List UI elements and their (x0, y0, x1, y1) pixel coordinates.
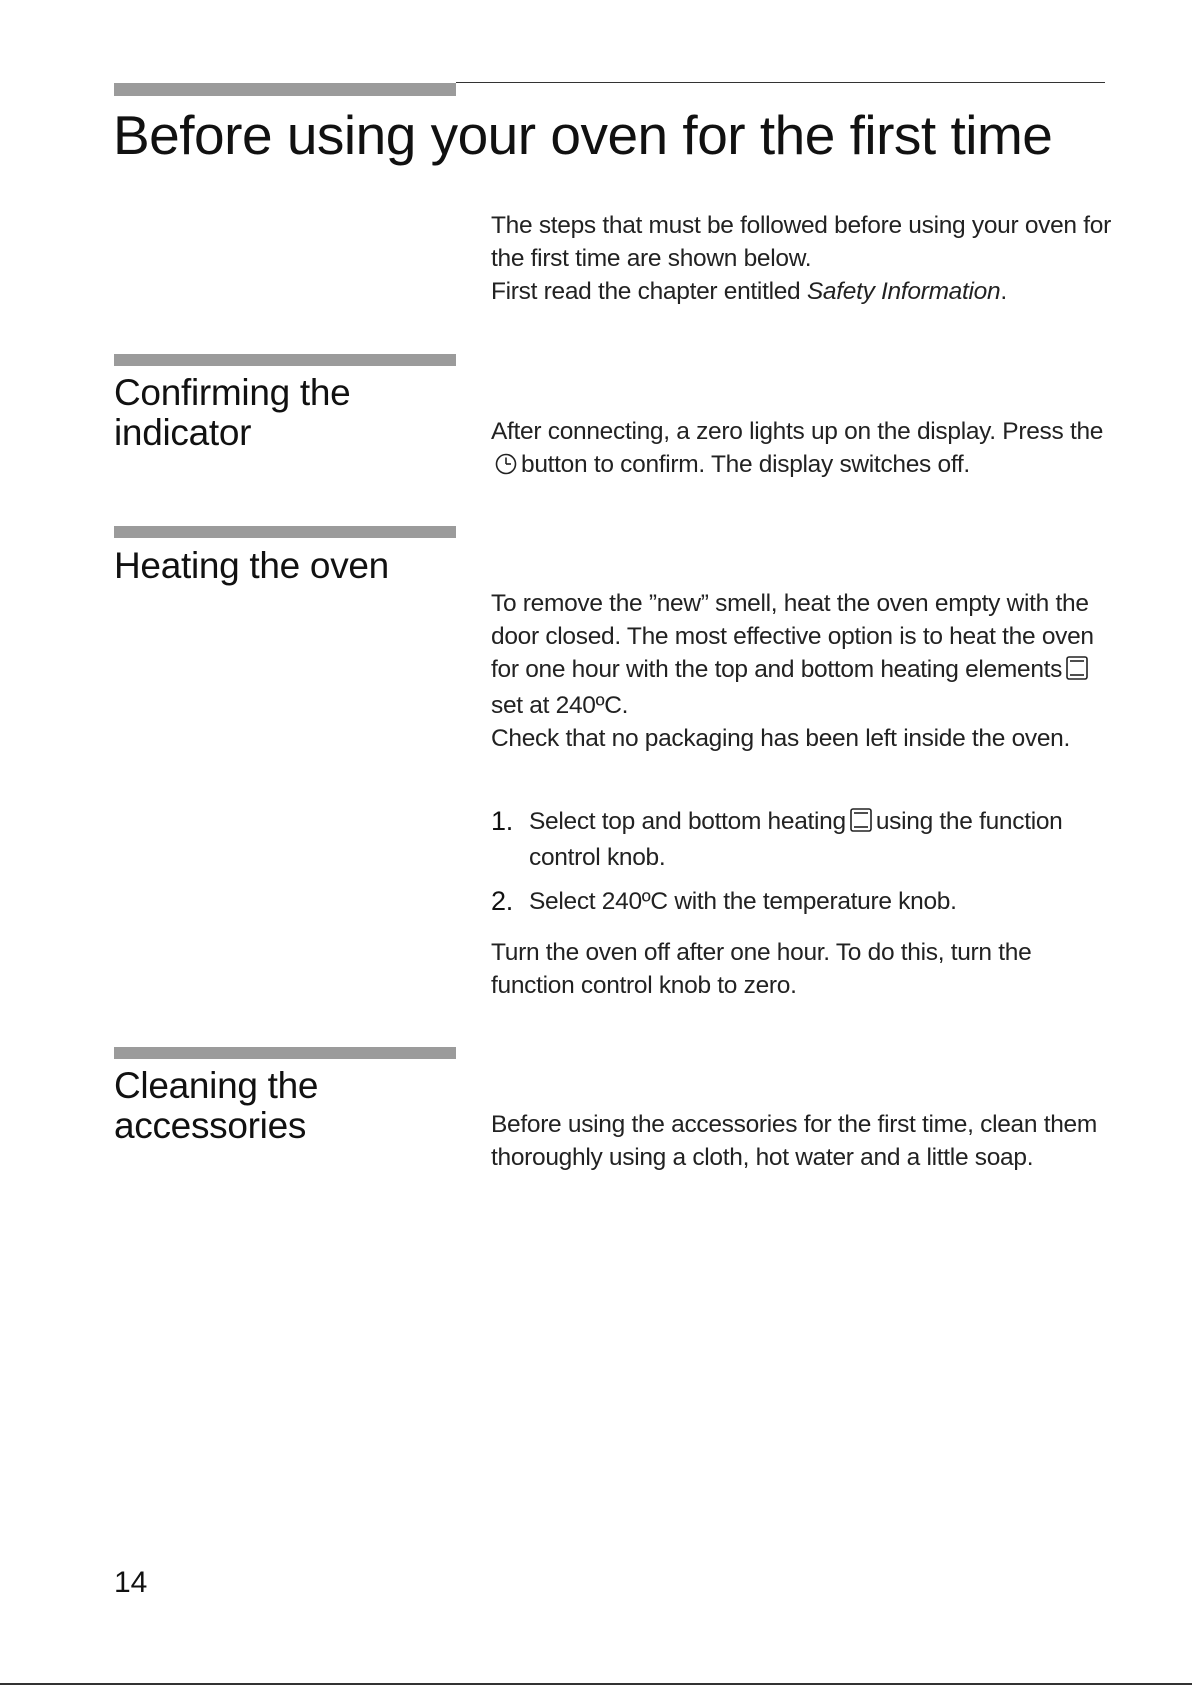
intro-line-2 (491, 275, 1116, 308)
step-number: 2. (491, 886, 513, 916)
page-title: Before using your oven for the first time (113, 104, 1053, 166)
intro-line-1: The steps that must be followed before using your oven for the first time are shown below. (491, 212, 1111, 272)
section-bar-cleaning (114, 1047, 456, 1059)
intro-text (491, 209, 1116, 308)
title-accent-bar (114, 83, 456, 96)
section-bar-heating (114, 526, 456, 538)
title-rule (456, 82, 1105, 83)
page-number: 14 (114, 1566, 148, 1599)
step-2-text: Select 240ºC with the temperature knob. (529, 888, 957, 915)
heating-para1-after-icon: set at 240ºC. (491, 692, 629, 719)
confirming-text-after-icon: button to confirm. The display switches off. (521, 451, 970, 478)
cleaning-text: Before using the accessories for the first time, clean them thoroughly using a cloth, hot water and a little soap. (491, 1111, 1097, 1171)
intro-line-2-prefix: First read the chapter entitled (491, 278, 807, 305)
heating-closing-text: Turn the oven off after one hour. To do this, turn the function control knob to zero. (491, 939, 1032, 999)
section-heading-heading: Heating the oven (114, 545, 389, 586)
safety-information-reference: Safety Information (806, 278, 1001, 305)
confirming-text-before-icon: After connecting, a zero lights up on the display. Press the (491, 418, 1104, 445)
step-number: 1. (491, 806, 513, 836)
top-bottom-heating-icon (850, 808, 872, 841)
confirming-text (491, 415, 1116, 484)
top-bottom-heating-icon (1066, 656, 1088, 689)
section-heading-cleaning: Cleaning the accessories (114, 1065, 319, 1146)
heating-text (491, 587, 1116, 755)
section-heading-confirming: Confirming the indicator (114, 372, 351, 453)
clock-icon (495, 451, 517, 484)
step-1-text-after-icon: using the function control knob. (529, 808, 1063, 871)
intro-line-2-suffix: . (1000, 278, 1007, 305)
heating-para2: Check that no packaging has been left inside the oven. (491, 725, 1071, 752)
heating-para1-before-icon: To remove the ”new” smell, heat the oven empty with the door closed. The most effective option is to heat the oven for one hour with the top and bottom heating elements (491, 590, 1094, 683)
step-1-text-before-icon: Select top and bottom heating (529, 808, 846, 835)
section-bar-confirming (114, 354, 456, 366)
